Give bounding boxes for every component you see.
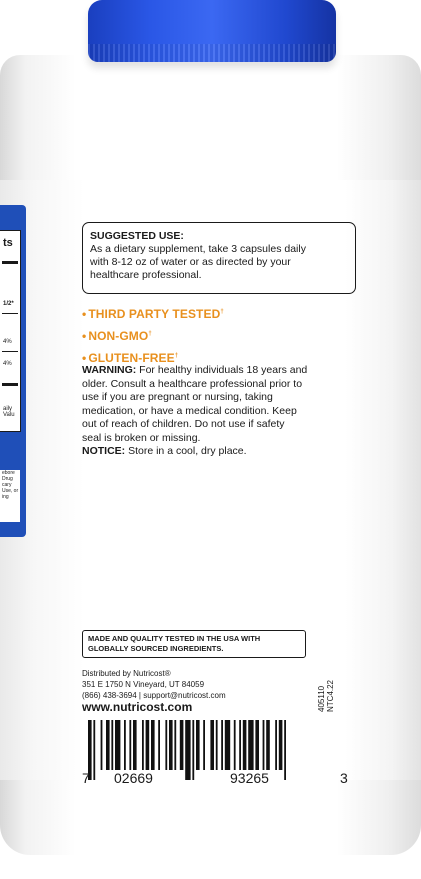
barcode-bar xyxy=(169,720,173,770)
divider xyxy=(2,261,18,264)
barcode-bar xyxy=(221,720,223,770)
barcode-bar xyxy=(243,720,247,770)
barcode-digit-group: 02669 xyxy=(114,770,153,786)
warning-line: medication, or have a medical condition. Keep xyxy=(82,404,297,417)
made-line: MADE AND QUALITY TESTED IN THE USA WITH xyxy=(88,634,261,643)
side-panel-text xyxy=(0,470,20,522)
suggested-use-line: As a dietary supplement, take 3 capsules daily xyxy=(90,243,306,255)
side-fragment: aily Valu xyxy=(3,406,15,418)
barcode-bar xyxy=(234,720,236,770)
barcode-bar xyxy=(210,720,214,770)
claim-text: GLUTEN-FREE xyxy=(88,351,175,365)
barcode-bar xyxy=(174,720,176,770)
barcode-bar xyxy=(133,720,137,770)
claim-item xyxy=(82,324,362,346)
distributor-line: 351 E 1750 N Vineyard, UT 84059 xyxy=(82,680,205,689)
side-fragment: 1/2* xyxy=(3,301,14,307)
side-fragment: 4% xyxy=(3,339,12,345)
barcode-bar xyxy=(180,720,184,770)
distributor-line: (866) 438-3694 | support@nutricost.com xyxy=(82,691,226,700)
claims-list xyxy=(82,302,362,368)
barcode-bar xyxy=(129,720,131,770)
barcode-bar xyxy=(165,720,167,770)
suggested-use-box xyxy=(82,222,356,294)
barcode-bar xyxy=(216,720,218,770)
barcode-bar xyxy=(124,720,126,770)
bullet-icon: • xyxy=(82,307,87,321)
barcode-digits xyxy=(82,770,362,788)
supplement-facts-fragment xyxy=(0,230,21,432)
warning-text xyxy=(82,364,362,445)
warning-line: older. Consult a healthcare professional prior to xyxy=(82,377,303,390)
bottle-cap xyxy=(88,0,336,62)
barcode-bar xyxy=(111,720,113,770)
website-url: www.nutricost.com xyxy=(82,700,193,714)
suggested-use-line: with 8-12 oz of water or as directed by your xyxy=(90,256,291,268)
barcode-bar xyxy=(275,720,277,770)
barcode-bar xyxy=(151,720,155,770)
barcode-bar xyxy=(225,720,230,770)
cap-ridges xyxy=(88,44,336,62)
side-fragment: ing xyxy=(2,494,9,500)
claim-mark: † xyxy=(174,353,179,359)
lot-code: 405110 xyxy=(317,685,326,712)
barcode-bar xyxy=(106,720,110,770)
lot-codes xyxy=(317,668,335,712)
barcode-bar xyxy=(101,720,103,770)
made-line: GLOBALLY SOURCED INGREDIENTS. xyxy=(88,644,224,653)
barcode-bar xyxy=(203,720,205,770)
warning-line: seal is broken or missing. xyxy=(82,431,201,444)
barcode-bar xyxy=(146,720,150,770)
bullet-icon: • xyxy=(82,329,87,343)
side-fragment: cary Use, or xyxy=(2,482,19,494)
divider xyxy=(2,313,18,314)
divider xyxy=(2,383,18,386)
notice-text xyxy=(82,445,362,459)
barcode-bar xyxy=(248,720,253,770)
claim-mark: † xyxy=(220,309,224,315)
claim-text: THIRD PARTY TESTED xyxy=(88,307,221,321)
claim-item xyxy=(82,302,362,324)
divider xyxy=(2,351,18,352)
barcode-bar xyxy=(115,720,120,770)
distributor-info xyxy=(82,668,226,701)
side-fragment: ebore Drug xyxy=(2,470,15,482)
warning-heading: WARNING: xyxy=(82,364,137,376)
distributor-line: Distributed by Nutricost® xyxy=(82,669,171,678)
barcode-bar xyxy=(239,720,241,770)
suggested-use-heading: SUGGESTED USE: xyxy=(90,230,184,242)
barcode-digit-group: 93265 xyxy=(230,770,269,786)
barcode-digit-group: 3 xyxy=(340,770,348,786)
made-in-usa-box xyxy=(82,630,306,658)
barcode-bar xyxy=(142,720,144,770)
lot-code: NTC4.22 xyxy=(326,679,335,712)
side-fragment: ts xyxy=(3,237,13,249)
barcode-bar xyxy=(158,720,160,770)
barcode-digit-group: 7 xyxy=(82,770,90,786)
warning-line: use if you are pregnant or nursing, taking xyxy=(82,391,273,403)
claim-text: NON-GMO xyxy=(88,329,149,343)
bullet-icon: • xyxy=(82,351,87,365)
barcode-bar xyxy=(255,720,259,770)
barcode-bar xyxy=(196,720,200,770)
notice-body: Store in a cool, dry place. xyxy=(125,445,247,457)
warning-line: out of reach of children. Do not use if safety xyxy=(82,418,285,430)
claim-mark: † xyxy=(148,331,152,337)
suggested-use-line: healthcare professional. xyxy=(90,269,202,281)
barcode-bar xyxy=(279,720,283,770)
notice-heading: NOTICE: xyxy=(82,445,126,457)
warning-line: For healthy individuals 18 years and xyxy=(136,364,308,376)
barcode-bar xyxy=(263,720,265,770)
barcode-bar xyxy=(266,720,270,770)
side-fragment: 4% xyxy=(3,361,12,367)
